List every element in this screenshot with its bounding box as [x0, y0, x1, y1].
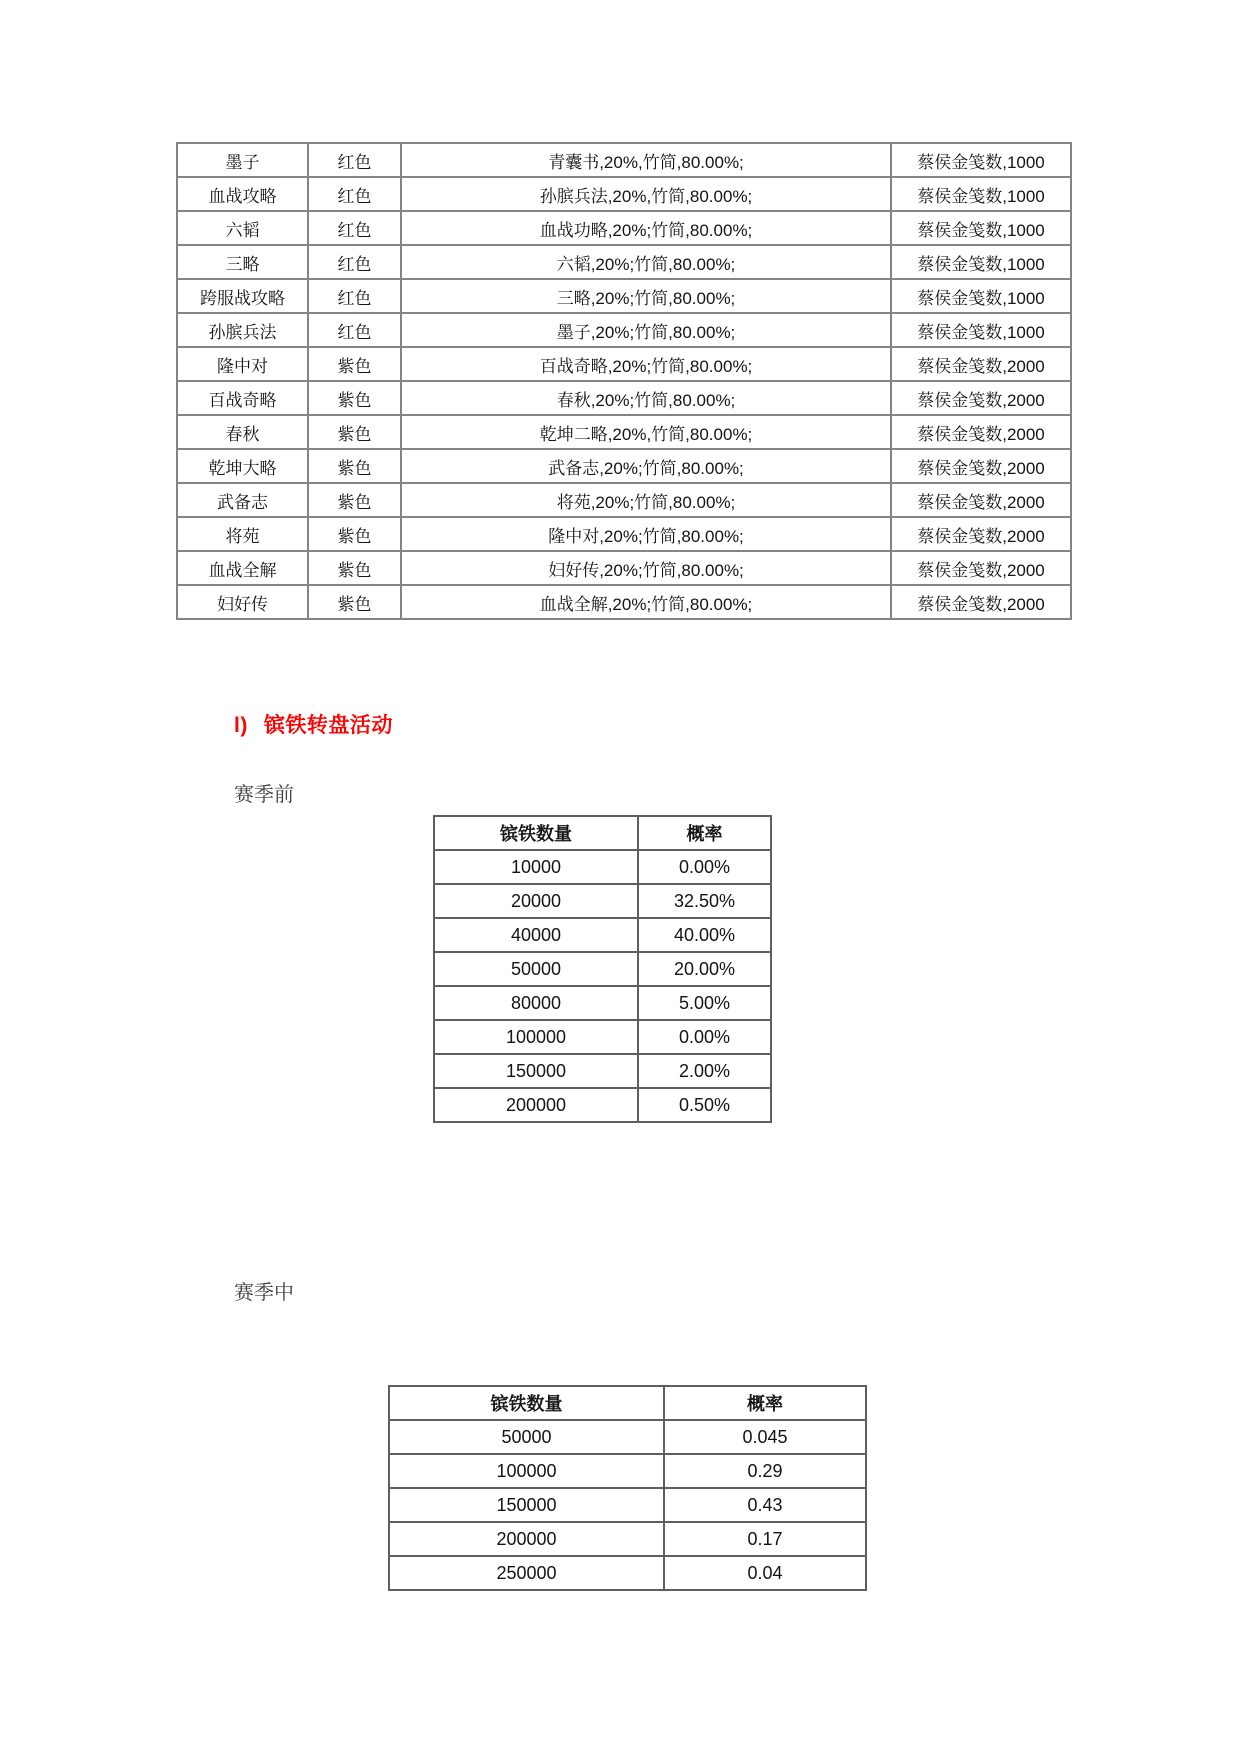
- probability-header-cell: 概率: [638, 816, 771, 850]
- table-row: [177, 585, 1071, 619]
- item-color-cell: 紫色: [308, 517, 401, 551]
- probability-cell: 0.04: [664, 1556, 866, 1590]
- item-name-cell: 乾坤大略: [177, 449, 308, 483]
- item-reward-cell: 蔡侯金笺数,1000: [891, 211, 1071, 245]
- item-color-cell: 紫色: [308, 551, 401, 585]
- table-row: [177, 143, 1071, 177]
- mid-season-table-header: [389, 1386, 866, 1420]
- table-row: [177, 211, 1071, 245]
- item-reward-cell: 蔡侯金笺数,1000: [891, 279, 1071, 313]
- mid-season-table: [388, 1385, 867, 1591]
- item-reward-cell: 蔡侯金笺数,1000: [891, 177, 1071, 211]
- pre-season-table-body: [434, 850, 771, 1122]
- item-name-cell: 将苑: [177, 517, 308, 551]
- table-row: [434, 1088, 771, 1122]
- pre-season-label: 赛季前: [234, 784, 294, 806]
- rewards-table-grid: [176, 142, 1072, 620]
- item-reward-cell: 蔡侯金笺数,2000: [891, 347, 1071, 381]
- table-row: [434, 986, 771, 1020]
- item-reward-cell: 蔡侯金笺数,1000: [891, 143, 1071, 177]
- quantity-cell: 200000: [389, 1522, 664, 1556]
- item-name-cell: 百战奇略: [177, 381, 308, 415]
- table-row: [177, 347, 1071, 381]
- header-row: [434, 816, 771, 850]
- quantity-cell: 100000: [389, 1454, 664, 1488]
- pre-season-table-grid: [433, 815, 772, 1123]
- mid-season-table-body: [389, 1420, 866, 1590]
- pre-season-table: [433, 815, 772, 1123]
- quantity-cell: 40000: [434, 918, 638, 952]
- item-desc-cell: 三略,20%;竹简,80.00%;: [401, 279, 891, 313]
- table-row: [389, 1556, 866, 1590]
- item-name-cell: 血战全解: [177, 551, 308, 585]
- probability-cell: 20.00%: [638, 952, 771, 986]
- item-desc-cell: 孙膑兵法,20%,竹简,80.00%;: [401, 177, 891, 211]
- section-heading: [234, 709, 393, 739]
- table-row: [177, 449, 1071, 483]
- item-reward-cell: 蔡侯金笺数,2000: [891, 381, 1071, 415]
- quantity-cell: 150000: [389, 1488, 664, 1522]
- quantity-cell: 50000: [434, 952, 638, 986]
- probability-cell: 40.00%: [638, 918, 771, 952]
- item-color-cell: 红色: [308, 313, 401, 347]
- item-reward-cell: 蔡侯金笺数,2000: [891, 415, 1071, 449]
- item-color-cell: 红色: [308, 245, 401, 279]
- table-row: [434, 1020, 771, 1054]
- probability-cell: 5.00%: [638, 986, 771, 1020]
- header-row: [389, 1386, 866, 1420]
- item-name-cell: 春秋: [177, 415, 308, 449]
- item-reward-cell: 蔡侯金笺数,2000: [891, 585, 1071, 619]
- item-color-cell: 紫色: [308, 381, 401, 415]
- quantity-cell: 250000: [389, 1556, 664, 1590]
- table-row: [177, 381, 1071, 415]
- table-row: [177, 313, 1071, 347]
- table-row: [177, 245, 1071, 279]
- probability-cell: 0.50%: [638, 1088, 771, 1122]
- quantity-cell: 150000: [434, 1054, 638, 1088]
- item-reward-cell: 蔡侯金笺数,1000: [891, 313, 1071, 347]
- item-color-cell: 紫色: [308, 415, 401, 449]
- item-desc-cell: 墨子,20%;竹简,80.00%;: [401, 313, 891, 347]
- table-row: [177, 551, 1071, 585]
- probability-cell: 32.50%: [638, 884, 771, 918]
- item-name-cell: 武备志: [177, 483, 308, 517]
- probability-cell: 2.00%: [638, 1054, 771, 1088]
- quantity-cell: 100000: [434, 1020, 638, 1054]
- item-desc-cell: 六韬,20%;竹简,80.00%;: [401, 245, 891, 279]
- quantity-header-cell: 镔铁数量: [389, 1386, 664, 1420]
- item-desc-cell: 乾坤二略,20%,竹简,80.00%;: [401, 415, 891, 449]
- item-desc-cell: 武备志,20%;竹简,80.00%;: [401, 449, 891, 483]
- table-row: [177, 517, 1071, 551]
- probability-cell: 0.045: [664, 1420, 866, 1454]
- item-name-cell: 血战攻略: [177, 177, 308, 211]
- item-reward-cell: 蔡侯金笺数,2000: [891, 483, 1071, 517]
- mid-season-table-grid: [388, 1385, 867, 1591]
- item-name-cell: 孙膑兵法: [177, 313, 308, 347]
- probability-cell: 0.00%: [638, 850, 771, 884]
- item-reward-cell: 蔡侯金笺数,2000: [891, 449, 1071, 483]
- item-name-cell: 跨服战攻略: [177, 279, 308, 313]
- item-color-cell: 紫色: [308, 585, 401, 619]
- item-desc-cell: 隆中对,20%;竹简,80.00%;: [401, 517, 891, 551]
- table-row: [389, 1488, 866, 1522]
- section-heading-text: 镔铁转盘活动: [263, 714, 393, 737]
- item-desc-cell: 百战奇略,20%;竹简,80.00%;: [401, 347, 891, 381]
- item-desc-cell: 将苑,20%;竹简,80.00%;: [401, 483, 891, 517]
- table-row: [434, 952, 771, 986]
- probability-header-cell: 概率: [664, 1386, 866, 1420]
- item-desc-cell: 春秋,20%;竹简,80.00%;: [401, 381, 891, 415]
- quantity-cell: 50000: [389, 1420, 664, 1454]
- item-color-cell: 紫色: [308, 347, 401, 381]
- quantity-cell: 20000: [434, 884, 638, 918]
- item-reward-cell: 蔡侯金笺数,2000: [891, 551, 1071, 585]
- item-desc-cell: 血战全解,20%;竹简,80.00%;: [401, 585, 891, 619]
- probability-cell: 0.00%: [638, 1020, 771, 1054]
- table-row: [389, 1522, 866, 1556]
- item-color-cell: 紫色: [308, 449, 401, 483]
- probability-cell: 0.17: [664, 1522, 866, 1556]
- table-row: [434, 1054, 771, 1088]
- table-row: [177, 279, 1071, 313]
- item-name-cell: 墨子: [177, 143, 308, 177]
- table-row: [434, 918, 771, 952]
- item-name-cell: 六韬: [177, 211, 308, 245]
- item-name-cell: 隆中对: [177, 347, 308, 381]
- table-row: [434, 850, 771, 884]
- item-name-cell: 三略: [177, 245, 308, 279]
- item-reward-cell: 蔡侯金笺数,1000: [891, 245, 1071, 279]
- pre-season-table-header: [434, 816, 771, 850]
- table-row: [434, 884, 771, 918]
- section-heading-marker: l): [234, 714, 248, 737]
- item-reward-cell: 蔡侯金笺数,2000: [891, 517, 1071, 551]
- item-color-cell: 红色: [308, 211, 401, 245]
- item-color-cell: 红色: [308, 279, 401, 313]
- item-desc-cell: 妇好传,20%;竹简,80.00%;: [401, 551, 891, 585]
- table-row: [177, 483, 1071, 517]
- item-name-cell: 妇好传: [177, 585, 308, 619]
- rewards-table-body: [177, 143, 1071, 619]
- item-color-cell: 红色: [308, 143, 401, 177]
- table-row: [389, 1420, 866, 1454]
- item-desc-cell: 青囊书,20%,竹简,80.00%;: [401, 143, 891, 177]
- probability-cell: 0.29: [664, 1454, 866, 1488]
- rewards-table: [176, 142, 1072, 620]
- quantity-cell: 200000: [434, 1088, 638, 1122]
- table-row: [177, 415, 1071, 449]
- item-desc-cell: 血战功略,20%;竹简,80.00%;: [401, 211, 891, 245]
- item-color-cell: 红色: [308, 177, 401, 211]
- mid-season-label: 赛季中: [234, 1282, 294, 1304]
- quantity-cell: 10000: [434, 850, 638, 884]
- quantity-cell: 80000: [434, 986, 638, 1020]
- quantity-header-cell: 镔铁数量: [434, 816, 638, 850]
- item-color-cell: 紫色: [308, 483, 401, 517]
- table-row: [177, 177, 1071, 211]
- table-row: [389, 1454, 866, 1488]
- probability-cell: 0.43: [664, 1488, 866, 1522]
